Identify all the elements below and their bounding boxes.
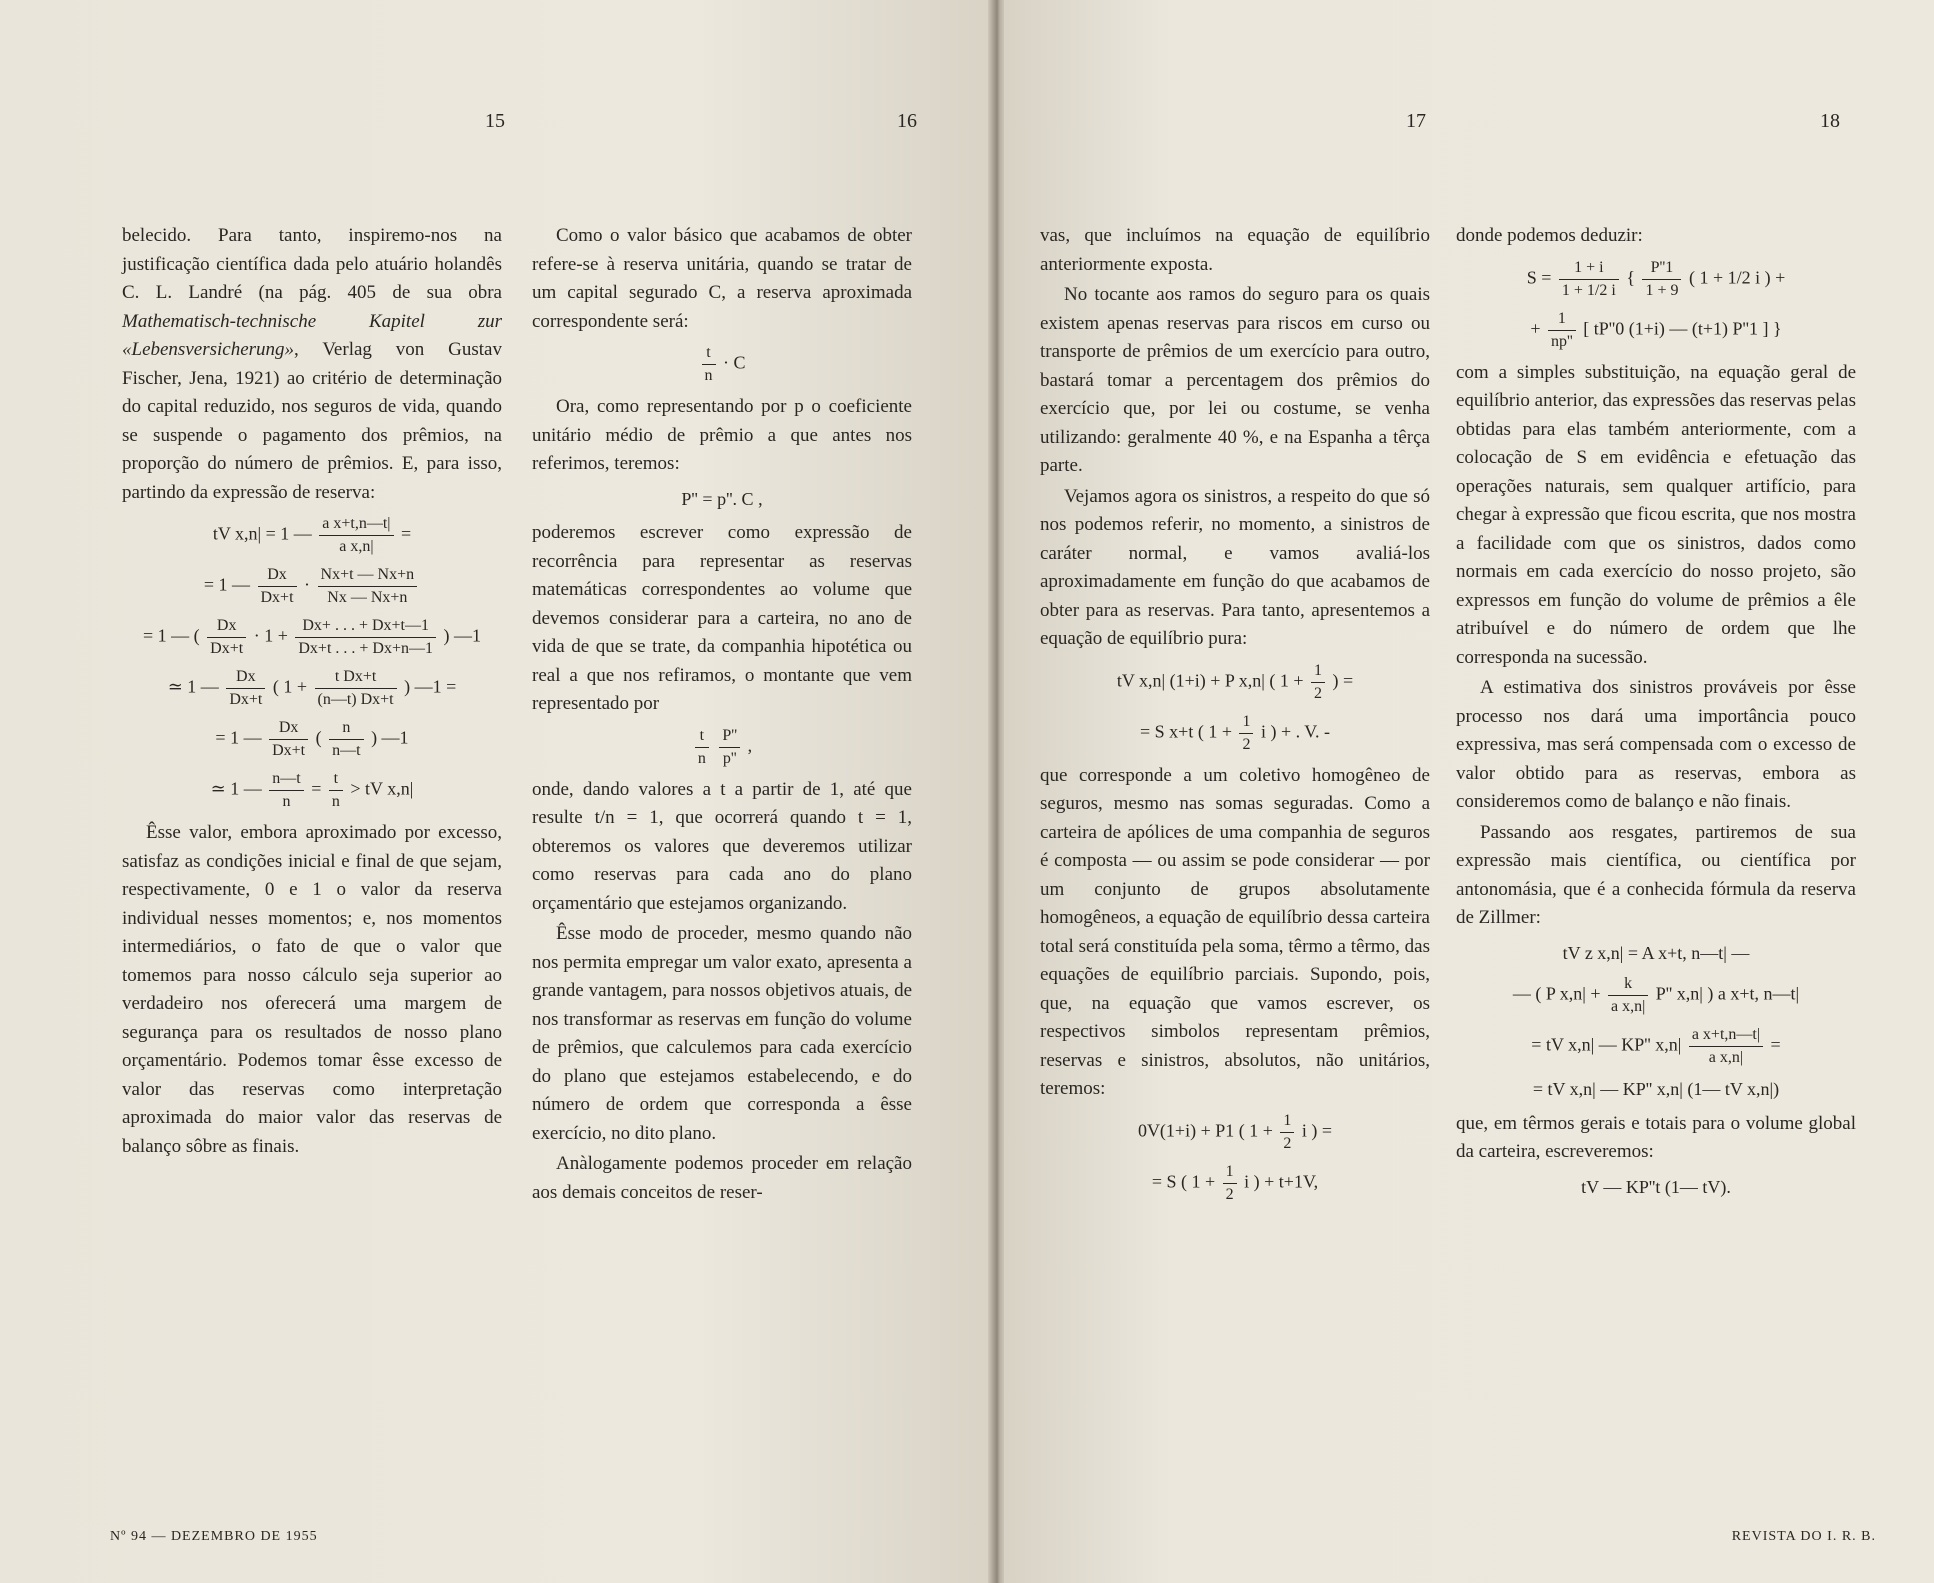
paragraph: Como o valor básico que acabamos de obter refere-se à reserva unitária, quando se tratar de um capital segurado C, a reserva aproximada correspondente será: <box>532 225 912 332</box>
formula: = 1 — $\frac{Dx}{Dx+t}$ ( $\frac{n}{n—t}$ ) —1 <box>215 719 409 759</box>
paragraph: Passando aos resgates, partiremos de sua expressão mais científica, ou científica por antonomásia, que é a conhecida fórmula da reserva de Zillmer: <box>1456 821 1856 928</box>
column-page-16 <box>532 222 912 1209</box>
formula: + $\frac{1}{np''}$ [ tP''0 (1+i) — (t+1) P''1 ] } <box>1530 309 1782 350</box>
formula: = S ( 1 + $\frac{1}{2}$ i ) + t+1V, <box>1151 1162 1319 1203</box>
paragraph: com a simples substituição, na equação geral de equilíbrio anterior, das expressões das reservas pelas obtidas para elas também anteriormente, com a colocação de S em evidência e efetuação das operações naturais, sem qualquer artifício, para chegar à expressão que ficou escrita, que nos mostra a facilidade com que os sinistros, dados como normais em cada exercício do nosso projeto, são expressos em função do volume de prêmios a êle atribuível e do número de ordem que lhe corresponda na sucessão. <box>1456 361 1856 668</box>
formula: $\frac{t}{n}$ $\frac{P''}{p''}$ , <box>532 725 912 770</box>
paragraph: belecido. Para tanto, inspiremo-nos na justificação científica dada pelo atuário holandês C. L. Landré (na pág. 405 de sua obra Mathematisch-technische Kapitel zur «Lebensversicherung», Verlag von Gustav Fischer, Jena, 1921) ao critério de determinação do capital reduzido, nos seguros de vida, quando se suspende o pagamento dos prêmios, na proporção do número de prêmios. E, para isso, partindo da expressão de reserva: <box>122 225 502 503</box>
formula: tV z x,n| = A x+t, n—t| — <box>1562 942 1750 963</box>
formula: tV x,n| (1+i) + P x,n| ( 1 + $\frac{1}{2}$ ) = <box>1116 661 1354 702</box>
formula: ≃ 1 — $\frac{Dx}{Dx+t}$ ( 1 + $\frac{\text{t Dx+t}}{(n—t) Dx+t}$ ) —1 = <box>167 668 457 708</box>
footer-issue: Nº 94 — DEZEMBRO DE 1955 <box>110 1529 318 1544</box>
column-page-18 <box>1456 222 1856 1207</box>
paragraph: onde, dando valores a t a partir de 1, até que resulte t/n = 1, que ocorrerá quando t = 1, obteremos os valores que deveremos utilizar como reservas para cada ano do plano orçamentário que estejamos organizando. <box>532 778 912 914</box>
formula: S = $\frac{1 + i}{1 + 1/2 i}$ { $\frac{P''1}{1 + 9}$ ( 1 + 1/2 i ) + <box>1526 258 1786 299</box>
paragraph: A estimativa dos sinistros prováveis por êsse processo nos dará uma importância pouco expressiva, mas será compensada com o excesso de valor obtido para as reservas, embora as consideremos como de balanço e não finais. <box>1456 677 1856 812</box>
page-number-17: 17 <box>1406 110 1426 132</box>
footer-journal: REVISTA DO I. R. B. <box>1731 1529 1876 1544</box>
formula: = S x+t ( 1 + $\frac{1}{2}$ i ) + . V. - <box>1140 712 1330 753</box>
paragraph: Anàlogamente podemos proceder em relação aos demais conceitos de reser- <box>532 1153 912 1203</box>
column-page-15 <box>122 222 502 1163</box>
page-number-18: 18 <box>1820 110 1840 132</box>
page-number-16: 16 <box>897 110 917 132</box>
page-number-15: 15 <box>485 110 505 132</box>
paragraph: No tocante aos ramos do seguro para os quais existem apenas reservas para riscos em curso ou transporte de prêmios de um exercício para outro, bastará tomar a percentagem dos prêmios do exercício que, por lei ou costume, se venha utilizando: geralmente 40 %, e na Espanha a têrça parte. <box>1040 284 1430 476</box>
formula: = tV x,n| — KP'' x,n| $\frac{\text{a x+t,n—t|}}{\text{a x,n|}}$ = <box>1531 1026 1781 1066</box>
formula: ≃ 1 — $\frac{n—t}{n}$ = $\frac{t}{n}$ > tV x,n| <box>210 770 414 810</box>
formula: $\frac{t}{n}$ · C <box>532 342 912 387</box>
paragraph: Êsse valor, embora aproximado por excesso, satisfaz as condições inicial e final de que sejam, respectivamente, 0 e 1 o valor da reserva individual nesses momentos; e, nos momentos intermediários, o fato de que o valor que tomemos para nosso cálculo seja superior ao verdadeiro nos oferecerá uma margem de segurança para os resultados de nosso plano orçamentário. Podemos tomar êsse excesso de valor das reservas como interpretação aproximada do maior valor das reservas de balanço sôbre as finais. <box>122 822 502 1157</box>
paragraph: vas, que incluímos na equação de equilíbrio anteriormente exposta. <box>1040 225 1430 275</box>
column-page-17 <box>1040 222 1430 1212</box>
paragraph: Vejamos agora os sinistros, a respeito do que só nos podemos referir, no momento, a sinistros de caráter normal, e vamos avaliá-los aproximadamente em função do que acabamos de obter para as reservas. Para tanto, apresentemos a equação de equilíbrio pura: <box>1040 485 1430 649</box>
right-page <box>1004 0 1934 1583</box>
formula: = 1 — ( $\frac{Dx}{Dx+t}$ · 1 + $\frac{Dx+ . . . + Dx+t—1}{Dx+t . . . + Dx+n—1}$ ) —1 <box>143 617 481 657</box>
formula: = 1 — $\frac{Dx}{Dx+t}$ · $\frac{Nx+t — Nx+n}{Nx — Nx+n}$ <box>122 564 502 609</box>
paragraph: que corresponde a um coletivo homogêneo de seguros, mesmo nas somas seguradas. Como a carteira de apólices de uma companhia de seguros é composta — ou assim se pode considerar — por um conjunto de grupos absolutamente homogêneos, a equação de equilíbrio dessa carteira total será constituída pela soma, têrmo a têrmo, das equações de equilíbrio parciais. Supondo, pois, que, na equação que vamos escrever, os respectivos simbolos representam prêmios, reservas e sinistros, absolutos, não unitários, teremos: <box>1040 764 1430 1099</box>
paragraph: donde podemos deduzir: <box>1456 225 1643 246</box>
formula: 0V(1+i) + P1 ( 1 + $\frac{1}{2}$ i ) = <box>1137 1111 1333 1152</box>
paragraph: que, em têrmos gerais e totais para o volume global da carteira, escreveremos: <box>1456 1112 1856 1162</box>
formula: tV — KP''t (1— tV). <box>1581 1176 1731 1197</box>
paragraph: Êsse modo de proceder, mesmo quando não nos permita empregar um valor exato, apresenta a grande vantagem, para nossos objetivos atuais, de nos transformar as reservas em função do volume de prêmios, que calculemos para cada exercício do plano que estejamos estabelecendo, e do número de ordem que corresponda a êsse exercício, no dito plano. <box>532 923 912 1144</box>
paragraph: poderemos escrever como expressão de recorrência para representar as reservas matemáticas correspondentes ao volume que devemos considerar para a carteira, no ano de vida de que se trate, da companhia hipotética ou real a que nos refiramos, o montante que vem representado por <box>532 522 912 714</box>
formula: — ( P x,n| + $\frac{k}{\text{a x,n|}}$ P'' x,n| ) a x+t, n—t| <box>1512 975 1800 1015</box>
formula: P'' = p''. C , <box>681 488 763 509</box>
paragraph: Ora, como representando por p o coeficiente unitário médio de prêmio a que antes nos referimos, teremos: <box>532 396 912 474</box>
formula: tV x,n| = 1 — $\frac{\text{a x+t,n—t|}}{\text{a x,n|}}$ = <box>212 515 412 555</box>
formula: = tV x,n| — KP'' x,n| (1— tV x,n|) <box>1532 1079 1780 1099</box>
